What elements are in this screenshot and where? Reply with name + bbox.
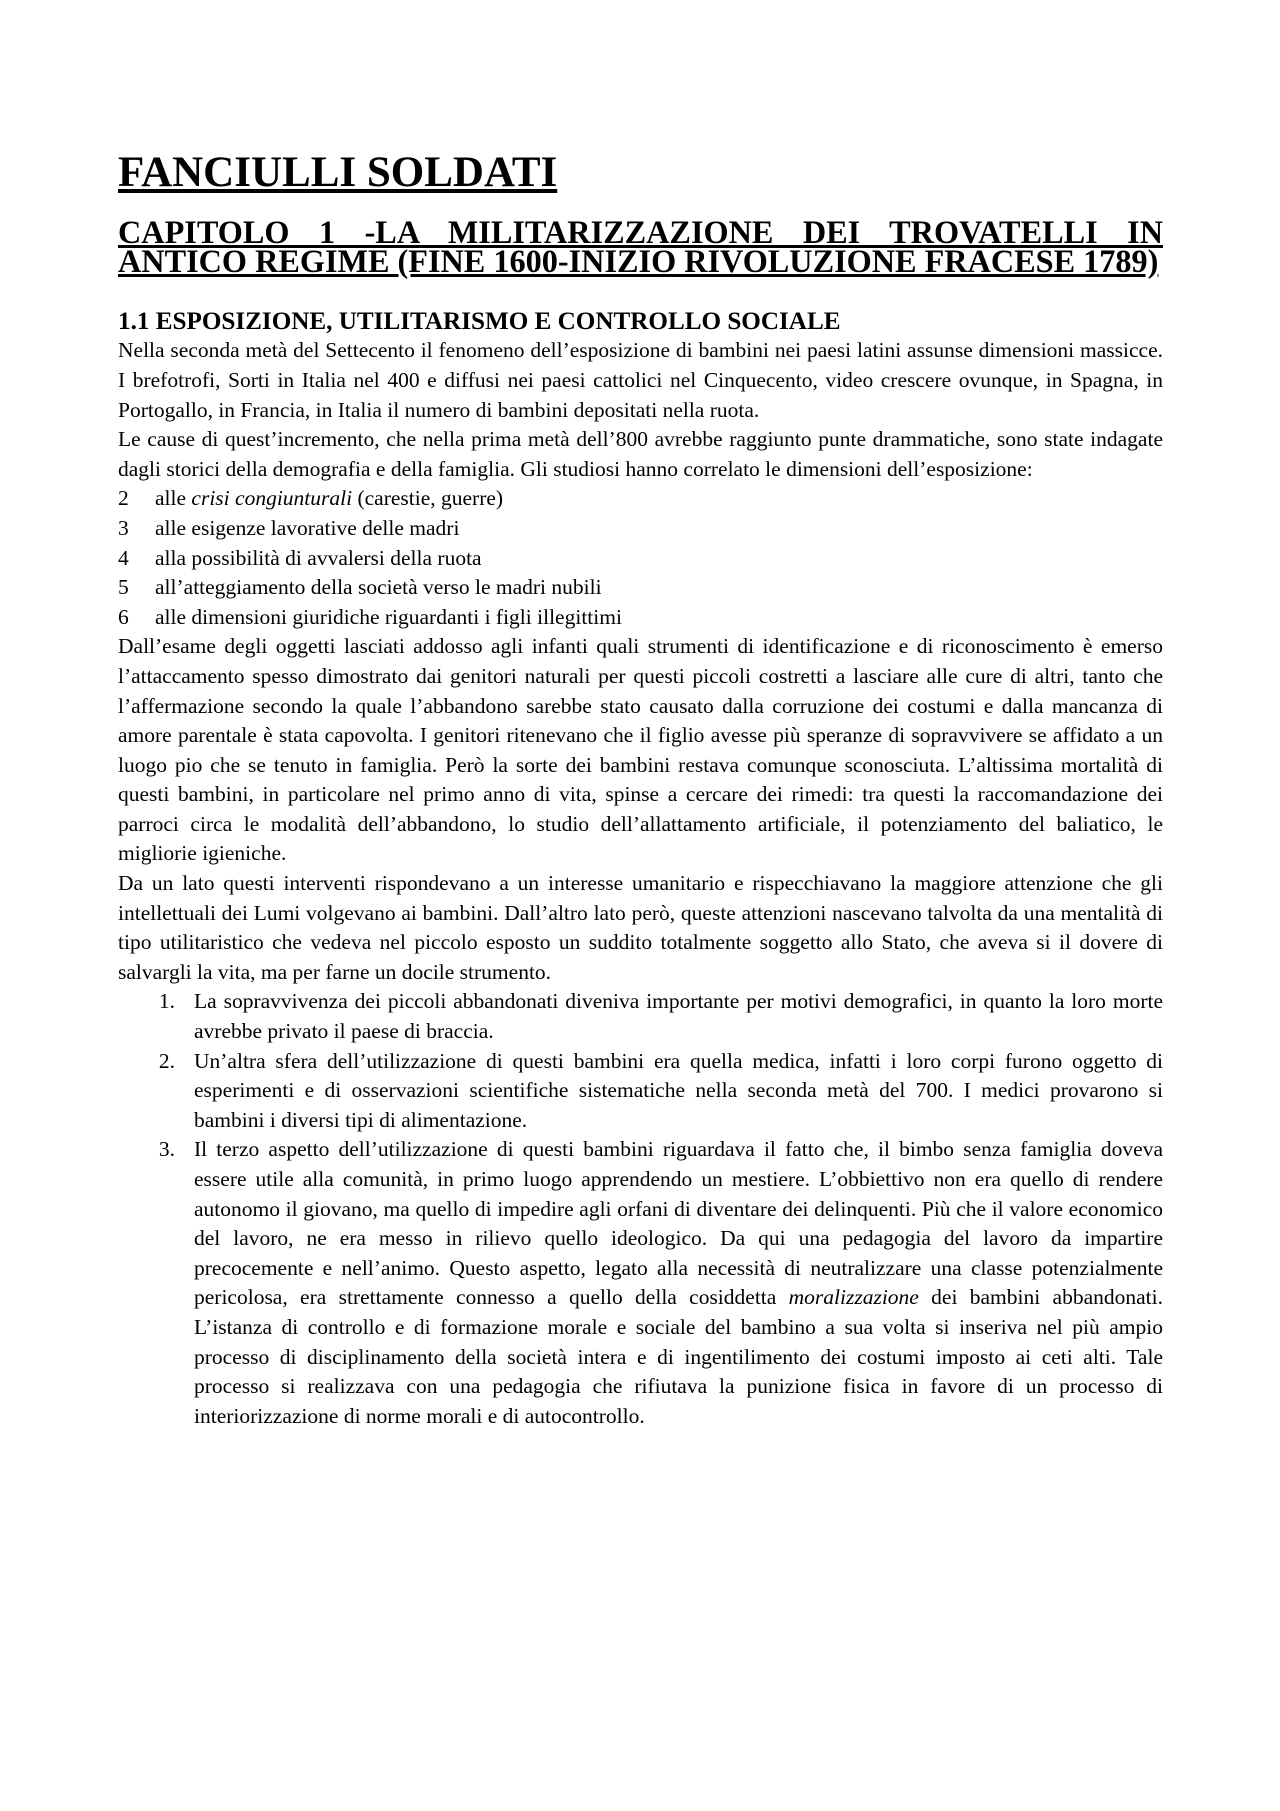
numbered-item bbox=[118, 987, 1163, 1046]
list-number: 5 bbox=[118, 575, 129, 600]
list-text: alle dimensioni giuridiche riguardanti i figli illegittimi bbox=[155, 604, 622, 629]
item-text: La sopravvivenza dei piccoli abbandonati diveniva importante per motivi demografici, in quanto la loro morte avrebbe privato il paese di braccia. bbox=[194, 989, 1163, 1044]
list-number: 6 bbox=[118, 604, 129, 629]
list-text: alle esigenze lavorative delle madri bbox=[155, 515, 460, 540]
item-number: 1. bbox=[158, 989, 175, 1014]
numbered-list bbox=[118, 987, 1163, 1431]
section-title: 1.1 ESPOSIZIONE, UTILITARISMO E CONTROLLO SOCIALE bbox=[118, 307, 841, 335]
item-number: 3. bbox=[158, 1137, 175, 1162]
list-item bbox=[118, 573, 1163, 603]
list-number: 4 bbox=[118, 545, 129, 570]
item-text: Un’altra sfera dell’utilizzazione di questi bambini era quella medica, infatti i loro corpi furono oggetto di esperimenti e di osservazioni scientifiche sistematiche nella seconda metà del 700. I medici provarono si bambini i diversi tipi di alimentazione. bbox=[194, 1048, 1163, 1132]
paragraph: Da un lato questi interventi rispondevano a un interesse umanitario e rispecchiavano la maggiore attenzione che gli intellettuali dei Lumi volgevano ai bambini. Dall’altro lato però, queste attenzioni nascevano talvolta da una mentalità di tipo utilitaristico che vedeva nel piccolo esposto un suddito totalmente soggetto allo Stato, che aveva si il dovere di salvargli la vita, ma per farne un docile strumento. bbox=[118, 871, 1163, 984]
item-text: Il terzo aspetto dell’utilizzazione di questi bambini riguardava il fatto che, il bimbo senza famiglia doveva essere utile alla comunità, in primo luogo apprendendo un mestiere. L’obbiettivo non era quello di rendere autonomo il giovano, ma quello di impedire agli orfani di diventare dei delinquenti. Più che il valore economico del lavoro, ne era messo in rilievo quello ideologico. Da qui una pedagogia del lavoro da impartire precocemente e nell’animo. Questo aspetto, legato alla necessità di neutralizzare una classe potenzialmente pericolosa, era strettamente connesso a quello della cosiddetta moralizzazione dei bambini abbandonati. L’istanza di controllo e di formazione morale e sociale del bambino a sua volta si inseriva nel più ampio processo di disciplinamento della società intera e di ingentilimento dei costumi imposto ai ceti alti. Tale processo si realizzava con una pedagogia che rifiutava la punizione fisica in favore di un processo di interiorizzazione di norme morali e di autocontrollo. bbox=[194, 1137, 1163, 1428]
factor-list bbox=[118, 484, 1163, 632]
list-text: alle crisi congiunturali (carestie, guerre) bbox=[155, 486, 504, 511]
list-text: all’atteggiamento della società verso le madri nubili bbox=[155, 575, 602, 600]
list-item bbox=[118, 603, 1163, 633]
list-item bbox=[118, 484, 1163, 514]
item-number: 2. bbox=[158, 1048, 175, 1073]
paragraph: Dall’esame degli oggetti lasciati addosso agli infanti quali strumenti di identificazione e di riconoscimento è emerso l’attaccamento spesso dimostrato dai genitori naturali per questi piccoli costretti a lasciare alle cure di altri, tanto che l’affermazione secondo la quale l’abbandono sarebbe stato causato dalla corruzione dei costumi e dalla mancanza di amore parentale è stata capovolta. I genitori ritenevano che il figlio avesse più speranze di sopravvivere se affidato a un luogo pio che se tenuto in famiglia. Però la sorte dei bambini restava comunque sconosciuta. L’altissima mortalità di questi bambini, in particolare nel primo anno di vita, spinse a cercare dei rimedi: tra questi la raccomandazione dei parroci circa le modalità dell’abbandono, lo studio dell’allattamento artificiale, il potenziamento del baliatico, le migliorie igieniche. bbox=[118, 634, 1163, 866]
list-number: 2 bbox=[118, 486, 129, 511]
numbered-item bbox=[118, 1047, 1163, 1136]
emphasis: moralizzazione bbox=[788, 1285, 919, 1310]
document-page bbox=[118, 149, 1163, 1431]
list-number: 3 bbox=[118, 515, 129, 540]
chapter-title: CAPITOLO 1 -LA MILITARIZZAZIONE DEI TROVATELLI IN ANTICO REGIME (FINE 1600-INIZIO RIVOLUZIONE FRACESE 1789) bbox=[118, 213, 1163, 280]
list-text: alla possibilità di avvalersi della ruota bbox=[155, 545, 482, 570]
paragraph: Nella seconda metà del Settecento il fenomeno dell’esposizione di bambini nei paesi latini assunse dimensioni massicce. I brefotrofi, Sorti in Italia nel 400 e diffusi nei paesi cattolici nel Cinquecento, video crescere ovunque, in Spagna, in Portogallo, in Francia, in Italia il numero di bambini depositati nella ruota. bbox=[118, 338, 1163, 422]
document-title: FANCIULLI SOLDATI bbox=[118, 149, 558, 196]
emphasis: crisi congiunturali bbox=[191, 486, 353, 511]
paragraph: Le cause di quest’incremento, che nella prima metà dell’800 avrebbe raggiunto punte drammatiche, sono state indagate dagli storici della demografia e della famiglia. Gli studiosi hanno correlato le dimensioni dell’esposizione: bbox=[118, 427, 1163, 481]
list-item bbox=[118, 514, 1163, 544]
list-item bbox=[118, 544, 1163, 574]
numbered-item bbox=[118, 1135, 1163, 1431]
